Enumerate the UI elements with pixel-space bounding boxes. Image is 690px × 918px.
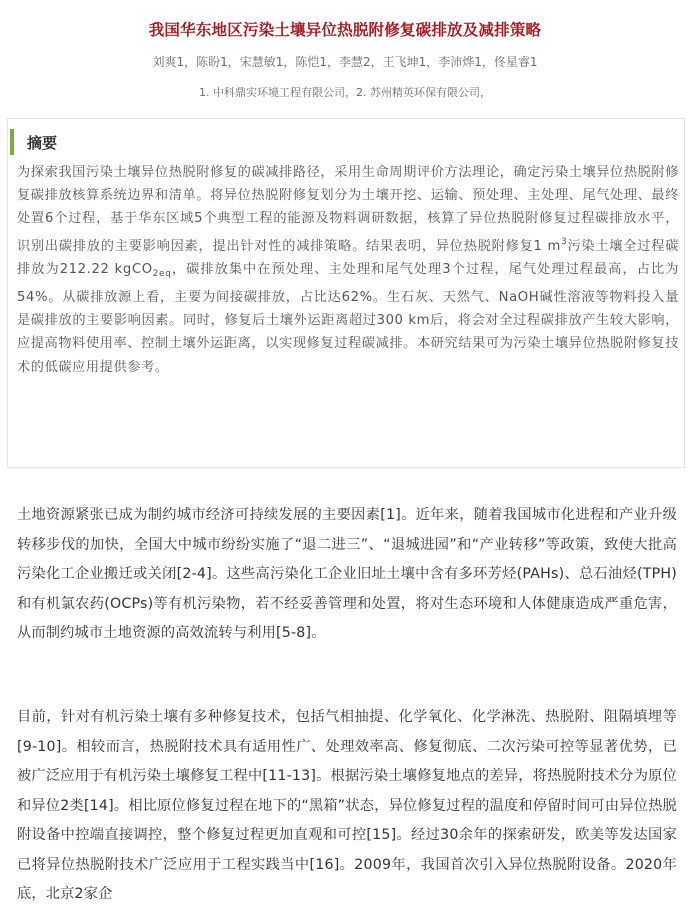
abstract-heading: 摘要 (27, 133, 58, 152)
body-paragraph-2: 目前，针对有机污染土壤有多种修复技术，包括气相抽提、化学氧化、化学淋洗、热脱附、阻隔填埋等[9-10]。相较而言，热脱附技术具有适用性广、处理效率高、修复彻底、二次污染可控等显著优势，已被广泛应用于有机污染土壤修复工程中[11-13]。根据污染土壤修复地点的差异，将热脱附技术分为原位和异位2类[14]。相比原位修复过程在地下的“黑箱”状态，异位修复过程的温度和停留时间可由异位热脱附设备中控端直接调控，整个修复过程更加直观和可控[15]。经过30余年的探索研发，欧美等发达国家已将异位热脱附技术广泛应用于工程实践当中[16]。2009年，我国首次引入异位热脱附设备。2020年底，北京2家企 (17, 709, 677, 902)
abstract-text (17, 161, 679, 379)
abstract-text-part-1: 为探索我国污染土壤异位热脱附修复的碳减排路径，采用生命周期评价方法理论，确定污染土壤异位热脱附修复碳排放核算系统边界和清单。将异位热脱附修复划分为土壤开挖、运输、预处理、主处理、尾气处理、最终处置6个过程，基于华东区域5个典型工程的能源及物料调研数据，核算了异位热脱附修复过程碳排放水平，识别出碳排放的主要影响因素，提出针对性的减排策略。结果表明，异位热脱附修复1 m (17, 165, 679, 254)
author-list: 刘爽1，陈盼1，宋慧敏1，陈恺1，李慧2，王飞坤1，李沛烨1，佟星睿1 (152, 55, 538, 69)
body-paragraph-1: 土地资源紧张已成为制约城市经济可持续发展的主要因素[1]。近年来，随着我国城市化进程和产业升级转移步伐的加快，全国大中城市纷纷实施了“退二进三”、“退城进园”和“产业转移”等政策，致使大批高污染化工企业搬迁或关闭[2-4]。这些高污染化工企业旧址土壤中含有多环芳烃(PAHs)、总石油烃(TPH)和有机氯农药(OCPs)等有机污染物，若不经妥善管理和处置，将对生态环境和人体健康造成严重危害，从而制约城市土地资源的高效流转与利用[5-8]。 (17, 507, 677, 641)
affiliations: 1. 中科鼎实环境工程有限公司，2. 苏州精英环保有限公司， (199, 86, 491, 99)
abstract-header (8, 126, 684, 158)
abstract-text-part-3: ，碳排放集中在预处理、主处理和尾气处理3个过程，尾气处理过程最高，占比为54%。从碳排放源上看，主要为间接碳排放，占比达62%。生石灰、天然气、NaOH碱性溶液等物料投入量是碳排放的主要影响因素。同时，修复后土壤外运距离超过300 km后，将会对全过程碳排放产生较大影响，应提高物料使用率、控制土壤外运距离，以实现修复过程碳减排。本研究结果可为污染土壤异位热脱附修复技术的低碳应用提供参考。 (17, 261, 679, 375)
cubic-superscript: 3 (560, 236, 568, 247)
abstract-text-part-2: 污染土壤全过程碳排放为212.22 kgCO (17, 238, 679, 277)
paper-title: 我国华东地区污染土壤异位热脱附修复碳排放及减排策略 (148, 21, 542, 39)
abstract-box (7, 118, 685, 468)
abstract-accent-bar (10, 129, 14, 155)
co2eq-subscript: 2eq (152, 268, 172, 279)
